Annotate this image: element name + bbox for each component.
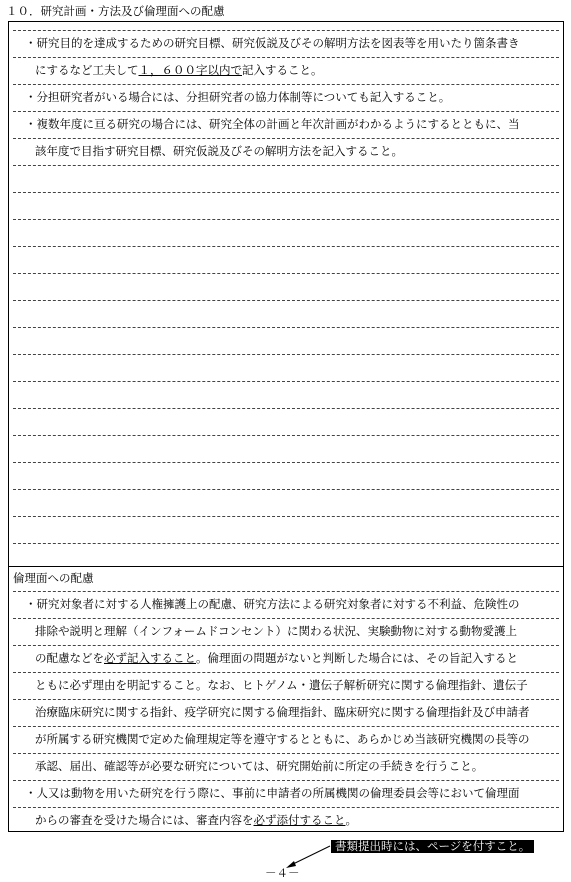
instruction-line: ・研究対象者に対する人権擁護上の配慮、研究方法による研究対象者に対する不利益、危険性の [25, 597, 520, 611]
instruction-line: ・研究目的を達成するための研究目標、研究仮説及びその解明方法を図表等を用いたり箇条書き [25, 36, 520, 50]
instruction-line: ・分担研究者がいる場合には、分担研究者の協力体制等についても記入すること。 [25, 90, 451, 104]
section-heading: １０．研究計画・方法及び倫理面への配慮 [6, 4, 225, 18]
page-number: －４－ [265, 866, 300, 880]
instruction-line: ・人又は動物を用いた研究を行う際に、事前に申請者の所属機関の倫理委員会等において倫理面 [25, 786, 520, 800]
instruction-line: の配慮などを必ず記入すること。倫理面の問題がないと判断した場合には、その旨記入すると [35, 651, 518, 665]
instruction-line: が所属する研究機関で定めた倫理規定等を遵守するとともに、あらかじめ当該研究機関の長等の [35, 732, 530, 746]
instruction-line: ・複数年度に亘る研究の場合には、研究全体の計画と年次計画がわかるようにするとともに、当 [25, 117, 520, 131]
instruction-line: 該年度で目指す研究目標、研究仮説及びその解明方法を記入すること。 [35, 144, 403, 158]
emphasis-text: 必ず添付すること [253, 813, 346, 827]
footer-note: 書類提出時には、ページを付すこと。 [331, 840, 534, 853]
instruction-line: 承認、届出、確認等が必要な研究については、研究開始前に所定の手続きを行うこと。 [35, 759, 484, 773]
instruction-line: 治療臨床研究に関する指針、疫学研究に関する倫理指針、臨床研究に関する倫理指針及び申請者 [35, 705, 530, 719]
emphasis-text: 必ず記入すること [104, 651, 196, 665]
emphasis-text: １，６００字以内で [138, 63, 242, 77]
instruction-line: 排除や説明と理解（インフォームドコンセント）に関わる状況、実験動物に対する動物愛護上 [35, 624, 517, 638]
instruction-line: にするなど工夫して１，６００字以内で記入すること。 [35, 63, 323, 77]
ethics-label: 倫理面への配慮 [13, 571, 94, 585]
instruction-line: ともに必ず理由を明記すること。なお、ヒトゲノム・遺伝子解析研究に関する倫理指針、遺伝子 [35, 678, 528, 692]
instruction-line: からの審査を受けた場合には、審査内容を必ず添付すること。 [35, 813, 357, 827]
